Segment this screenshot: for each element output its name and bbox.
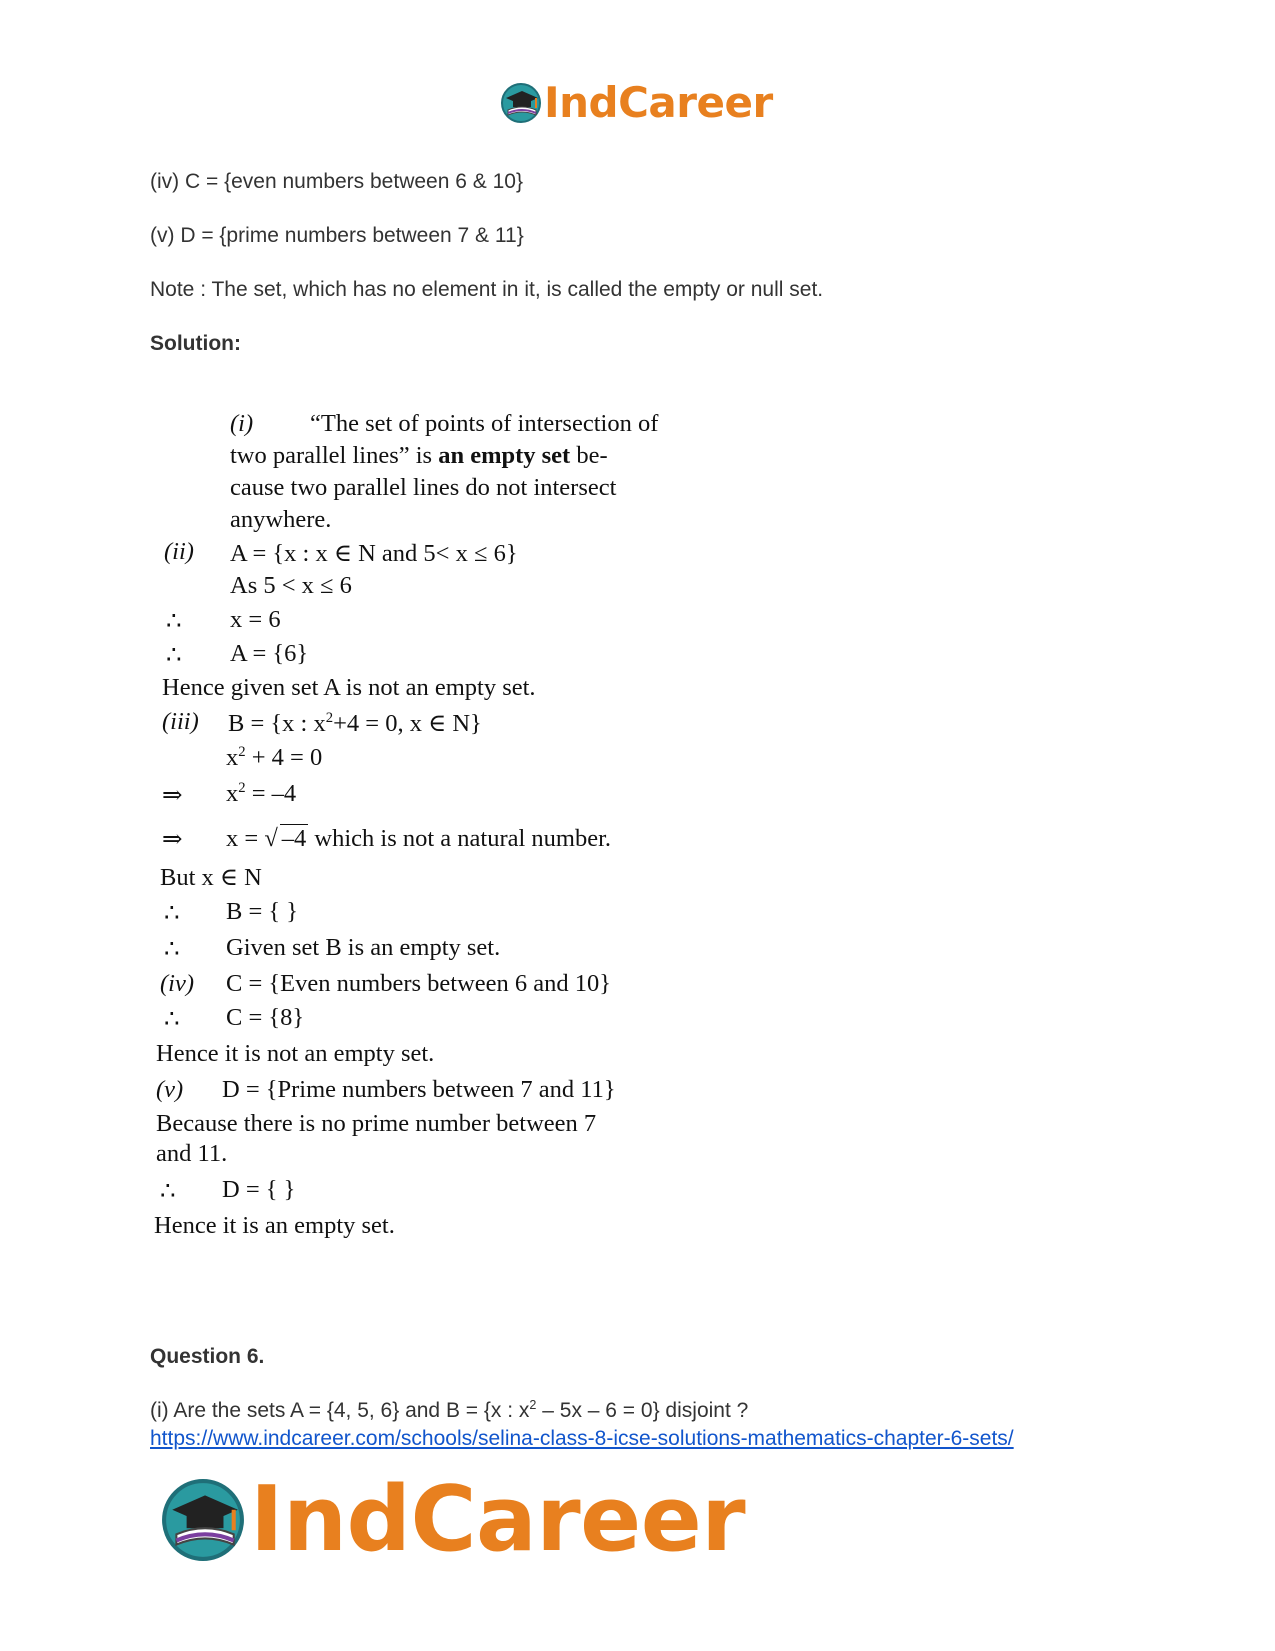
question-6-text (150, 1397, 748, 1425)
therefore-symbol: ∴ (166, 608, 182, 635)
implies-symbol: ⇒ (162, 826, 183, 853)
iii-2b: 2 (238, 743, 246, 760)
iii-1a: B = {x : x (228, 710, 326, 737)
scan-row-v-3: and 11. (156, 1140, 228, 1167)
therefore-symbol: ∴ (160, 1178, 176, 1205)
label-v: (v) (156, 1076, 184, 1103)
brand-name: IndCareer (544, 78, 773, 127)
iii-2a: x (226, 744, 239, 771)
scan-row-v-conclusion: Hence it is an empty set. (154, 1212, 395, 1239)
scan-row-ii-2: As 5 < x ≤ 6 (230, 572, 352, 599)
v-line-4: D = { } (222, 1176, 296, 1203)
ii-line-3: x = 6 (230, 606, 281, 633)
label-i: (i) (230, 410, 254, 437)
iii-1c: +4 = 0, x ∈ N} (333, 710, 482, 737)
scan-row-i-3: cause two parallel lines do not intersect (230, 474, 617, 501)
label-ii: (ii) (164, 538, 194, 565)
iii-3a: x (226, 780, 239, 807)
i-text-1: “The set of points of intersection of (310, 410, 659, 437)
solution-heading: Solution: (150, 332, 241, 355)
v-line-1: D = {Prime numbers between 7 and 11} (222, 1076, 616, 1103)
sqrt-radicand: –4 (281, 825, 307, 852)
therefore-symbol: ∴ (166, 642, 182, 669)
source-link[interactable]: https://www.indcareer.com/schools/selina-class-8-icse-solutions-mathematics-chapter-6-sets/ (150, 1427, 1014, 1450)
ii-line-1: A = {x : x ∈ N and 5< x ≤ 6} (230, 540, 518, 567)
q6-sup: 2 (529, 1398, 537, 1412)
iv-line-2: C = {8} (226, 1004, 305, 1031)
question-line-v: (v) D = {prime numbers between 7 & 11} (150, 224, 524, 247)
graduation-cap-book-icon (500, 82, 542, 124)
iii-2c: + 4 = 0 (245, 744, 323, 771)
scan-row-i-2 (230, 442, 608, 470)
scan-row-i-4: anywhere. (230, 506, 332, 533)
i-text-2a: two parallel lines” is (230, 442, 439, 469)
therefore-symbol: ∴ (164, 1006, 180, 1033)
question-6-heading: Question 6. (150, 1345, 265, 1368)
scan-row-iii-2 (226, 744, 322, 772)
implies-symbol: ⇒ (162, 782, 183, 809)
label-iv: (iv) (160, 970, 194, 997)
scan-row-v-2: Because there is no prime number between 7 (156, 1110, 597, 1137)
iv-line-1: C = {Even numbers between 6 and 10} (226, 970, 612, 997)
i-text-2b: an empty set (438, 442, 571, 469)
iii-line-6: B = { } (226, 898, 299, 925)
note-line: Note : The set, which has no element in it, is called the empty or null set. (150, 278, 824, 301)
scan-row-iv-conclusion: Hence it is not an empty set. (156, 1040, 435, 1067)
iii-1b: 2 (325, 709, 334, 726)
iii-3b: 2 (238, 779, 246, 796)
solution-scan (154, 410, 720, 1295)
graduation-cap-book-icon (160, 1477, 246, 1563)
q6-text-b: – 5x – 6 = 0} disjoint ? (536, 1399, 749, 1422)
footer-logo (160, 1467, 746, 1572)
brand-name: IndCareer (250, 1467, 746, 1572)
therefore-symbol: ∴ (164, 900, 180, 927)
iii-4c: which is not a natural number. (308, 825, 612, 852)
iii-4a: x = √ (226, 825, 278, 852)
i-text-2c: be- (570, 442, 608, 469)
iii-3c: = –4 (245, 780, 297, 807)
label-iii: (iii) (162, 708, 199, 735)
therefore-symbol: ∴ (164, 936, 180, 963)
scan-row-ii-conclusion: Hence given set A is not an empty set. (162, 674, 536, 701)
iii-line-7: Given set B is an empty set. (226, 934, 501, 961)
ii-line-4: A = {6} (230, 640, 309, 667)
q6-text-a: (i) Are the sets A = {4, 5, 6} and B = {x : x (150, 1399, 530, 1422)
scan-row-iii-5: But x ∈ N (160, 864, 262, 891)
header-logo (500, 78, 773, 128)
question-line-iv: (iv) C = {even numbers between 6 & 10} (150, 170, 523, 193)
